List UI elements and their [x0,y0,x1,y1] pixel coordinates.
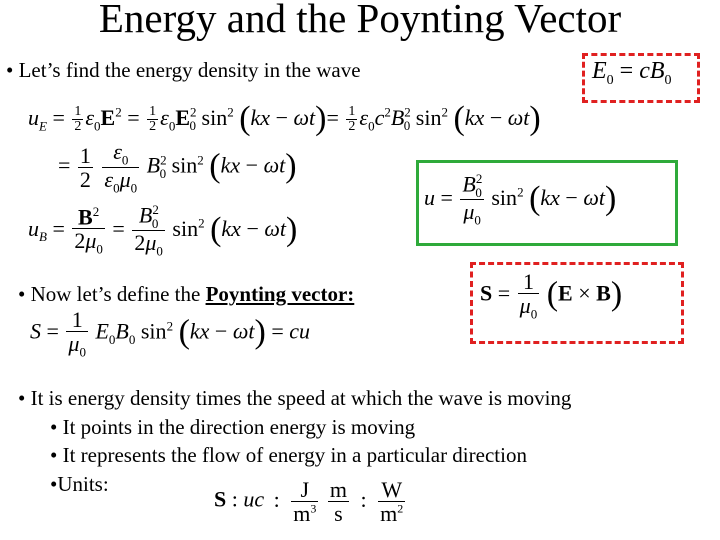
e0-equals-cb0-equation: $E_0 = cB_0$ [592,58,672,88]
poynting-intro-prefix: • Now let’s define the [18,282,206,306]
bullet-poynting-intro [18,282,354,307]
ue-substitution-equation: = $\frac{1}{2}$ $\frac{\varepsilon_0}{\varepsilon_0\mu_0}$ $B^2_0$ $\sin^2 (kx - \omega t)$ [58,139,297,196]
poynting-definition-equation: S = $\frac{1}{\mu_0}$ (E × B) [480,269,623,322]
total-u-equation: u = $\frac{B^2_0}{\mu_0}$ $\sin^2 (kx - \omega t)$ [424,171,617,228]
bullet-flow: • It represents the flow of energy in a particular direction [50,443,527,467]
bullet-units: •Units: [50,472,109,496]
poynting-magnitude-equation: S = $\frac{1}{\mu_0}$ $E_0B_0$ $\sin^2 (kx - \omega t)$ = cu [30,307,311,360]
slide-title: Energy and the Poynting Vector [98,0,622,41]
bullet-direction: • It points in the direction energy is moving [50,415,416,439]
ue-equation: $u_E$ = $\frac{1}{2}$ $\varepsilon_0E^2$ = $\frac{1}{2}$ $\varepsilon_0E^2_0$ $\sin^2 (kx - \omega t)=$ $\frac{1}{2}$ $\varepsilon_0c^2B^2_0$ $\sin^2 (kx - \omega t)$ [28,100,541,137]
bullet-energy-density: • Let’s find the energy density in the wave [6,58,361,82]
poynting-vector-term: Poynting vector: [205,282,355,306]
bullet-energy-times-speed: • It is energy density times the speed at which the wave is moving [18,386,572,410]
ub-equation: $u_B$ = $\frac{B^2}{2\mu_0}$ = $\frac{B^2_0}{2\mu_0}$ $\sin^2 (kx - \omega t)$ [28,202,298,259]
units-equation: S : uc : $\frac{J}{m^3}$ $\frac{m}{s}$ : $\frac{W}{m^2}$ [214,477,404,527]
